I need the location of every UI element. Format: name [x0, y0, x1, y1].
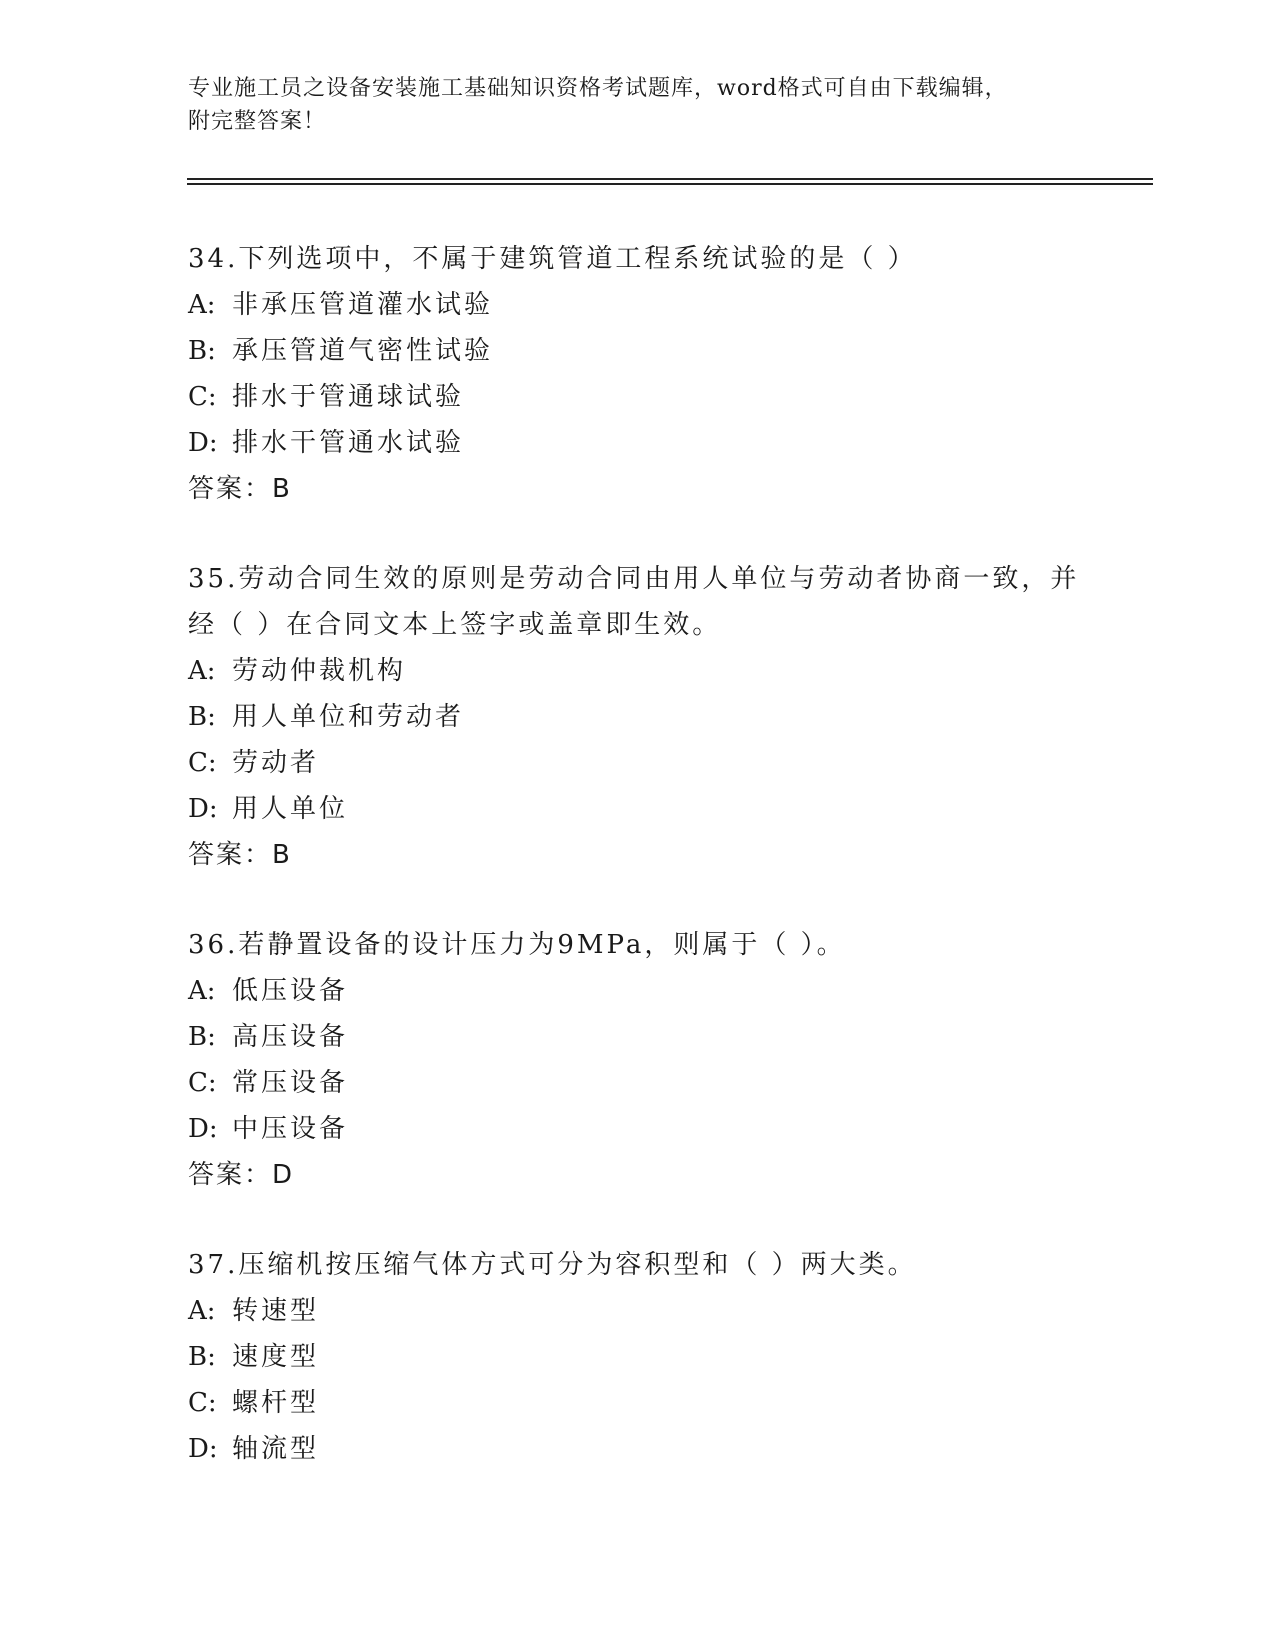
option-b — [188, 1334, 1088, 1380]
option-label: C: — [188, 382, 217, 412]
answer: 答案：D — [188, 1160, 295, 1190]
option-d — [188, 1426, 1088, 1472]
option-text: 常压设备 — [232, 1068, 349, 1098]
option-text: 用人单位和劳动者 — [232, 702, 465, 732]
option-label: A: — [188, 656, 216, 686]
option-text: 低压设备 — [232, 976, 349, 1006]
option-label: D: — [188, 1434, 218, 1464]
option-c — [188, 1380, 1088, 1426]
question-34 — [188, 236, 1088, 512]
option-d — [188, 1106, 1088, 1152]
answer: 答案：B — [188, 840, 292, 870]
option-d — [188, 786, 1088, 832]
option-c — [188, 1060, 1088, 1106]
question-list — [188, 236, 1088, 1516]
option-text: 承压管道气密性试验 — [232, 336, 494, 366]
header-rule-top — [187, 178, 1153, 180]
option-label: D: — [188, 428, 218, 458]
option-a — [188, 968, 1088, 1014]
option-b — [188, 328, 1088, 374]
option-text: 劳动仲裁机构 — [232, 656, 407, 686]
option-text: 螺杆型 — [232, 1388, 320, 1418]
question-stem-continued: 经（ ）在合同文本上签字或盖章即生效。 — [188, 610, 722, 640]
option-d — [188, 420, 1088, 466]
option-text: 非承压管道灌水试验 — [232, 290, 494, 320]
option-c — [188, 374, 1088, 420]
option-text: 排水于管通球试验 — [232, 382, 465, 412]
option-label: A: — [188, 290, 216, 320]
option-text: 用人单位 — [232, 794, 349, 824]
document-header — [188, 72, 1068, 138]
question-37 — [188, 1242, 1088, 1472]
option-label: C: — [188, 748, 217, 778]
header-line-1: 专业施工员之设备安装施工基础知识资格考试题库，word格式可自由下载编辑， — [188, 76, 1008, 101]
option-label: C: — [188, 1068, 217, 1098]
option-a — [188, 648, 1088, 694]
header-line-2: 附完整答案！ — [188, 109, 327, 134]
question-35 — [188, 556, 1088, 878]
option-text: 中压设备 — [232, 1114, 349, 1144]
answer: 答案：B — [188, 474, 292, 504]
option-label: B: — [188, 336, 216, 366]
option-a — [188, 1288, 1088, 1334]
option-label: A: — [188, 1296, 216, 1326]
option-text: 速度型 — [232, 1342, 320, 1372]
option-label: B: — [188, 702, 216, 732]
option-label: B: — [188, 1342, 216, 1372]
question-stem: 36.若静置设备的设计压力为9MPa，则属于（ ）。 — [188, 930, 846, 960]
header-rule-bottom — [187, 183, 1153, 185]
option-b — [188, 694, 1088, 740]
question-36 — [188, 922, 1088, 1198]
option-text: 转速型 — [232, 1296, 320, 1326]
question-stem: 34.下列选项中，不属于建筑管道工程系统试验的是（ ） — [188, 244, 917, 274]
option-text: 轴流型 — [232, 1434, 320, 1464]
option-label: D: — [188, 794, 218, 824]
option-label: C: — [188, 1388, 217, 1418]
question-stem: 35.劳动合同生效的原则是劳动合同由用人单位与劳动者协商一致，并 — [188, 564, 1080, 594]
question-stem: 37.压缩机按压缩气体方式可分为容积型和（ ）两大类。 — [188, 1250, 917, 1280]
option-b — [188, 1014, 1088, 1060]
option-text: 排水干管通水试验 — [232, 428, 465, 458]
option-c — [188, 740, 1088, 786]
option-label: D: — [188, 1114, 218, 1144]
option-a — [188, 282, 1088, 328]
option-label: B: — [188, 1022, 216, 1052]
option-text: 高压设备 — [232, 1022, 349, 1052]
option-label: A: — [188, 976, 216, 1006]
option-text: 劳动者 — [232, 748, 320, 778]
